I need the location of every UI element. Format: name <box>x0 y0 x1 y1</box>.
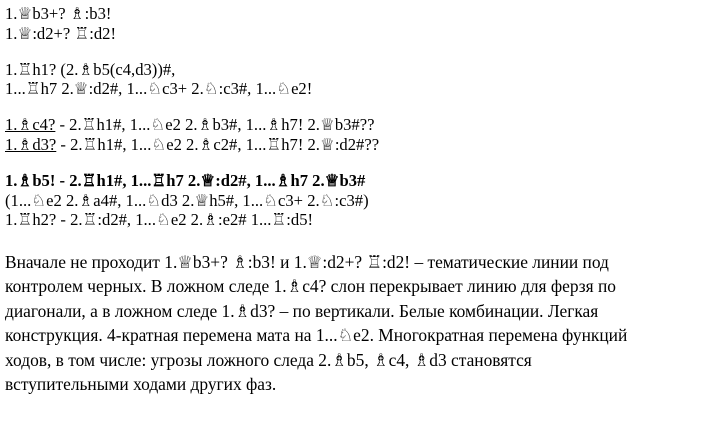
commentary-line-1: Вначале не проходит 1.♕b3+? ♗:b3! и 1.♕:d2+? ♖:d2! – тематические линии под <box>5 251 609 272</box>
commentary-paragraph <box>5 250 723 397</box>
false-try-c4-key: 1.♗c4? <box>5 115 56 135</box>
false-try-d3-variations: - 2.♖h1#, 1...♘e2 2.♗c2#, 1...♖h7! 2.♕:d2#?? <box>56 134 380 154</box>
key-move-line: 1.♗b5! - 2.♖h1#, 1...♖h7 2.♕:d2#, 1...♗h7 2.♕b3# <box>5 171 366 191</box>
false-try-c4 <box>5 115 725 135</box>
key-move-variations: (1...♘e2 2.♗a4#, 1...♘d3 2.♕h5#, 1...♘c3+ 2.♘:c3#) <box>5 190 369 210</box>
commentary-line-3: диагонали, а в ложном следе 1.♗d3? – по вертикали. Белые комбинации. Легкая <box>5 300 599 321</box>
solution-line-4: 1...♖h7 2.♕:d2#, 1...♘c3+ 2.♘:c3#, 1...♘e2! <box>5 79 313 99</box>
try-h2-line: 1.♖h2? - 2.♖:d2#, 1...♘e2 2.♗:e2# 1...♖:d5! <box>5 210 314 230</box>
commentary-line-2: контролем черных. В ложном следе 1.♗c4? слон перекрывает линию для ферзя по <box>5 276 616 297</box>
false-try-c4-variations: - 2.♖h1#, 1...♘e2 2.♗b3#, 1...♗h7! 2.♕b3#?? <box>55 115 375 135</box>
solution-line-1: 1.♕b3+? ♗:b3! <box>5 4 112 23</box>
false-try-d3-key: 1.♗d3? <box>5 134 57 154</box>
solution-line-2: 1.♕:d2+? ♖:d2! <box>5 23 117 43</box>
false-try-d3 <box>5 135 725 155</box>
commentary-line-5: ходов, в том числе: угрозы ложного следа 2.♗b5, ♗c4, ♗d3 становятся <box>5 349 532 370</box>
solution-document <box>5 4 725 397</box>
commentary-line-6: вступительными ходами других фаз. <box>5 374 277 395</box>
solution-line-3: 1.♖h1? (2.♗b5(c4,d3))#, <box>5 59 176 79</box>
commentary-line-4: конструкция. 4-кратная перемена мата на 1...♘e2. Многократная перемена функций <box>5 325 628 346</box>
